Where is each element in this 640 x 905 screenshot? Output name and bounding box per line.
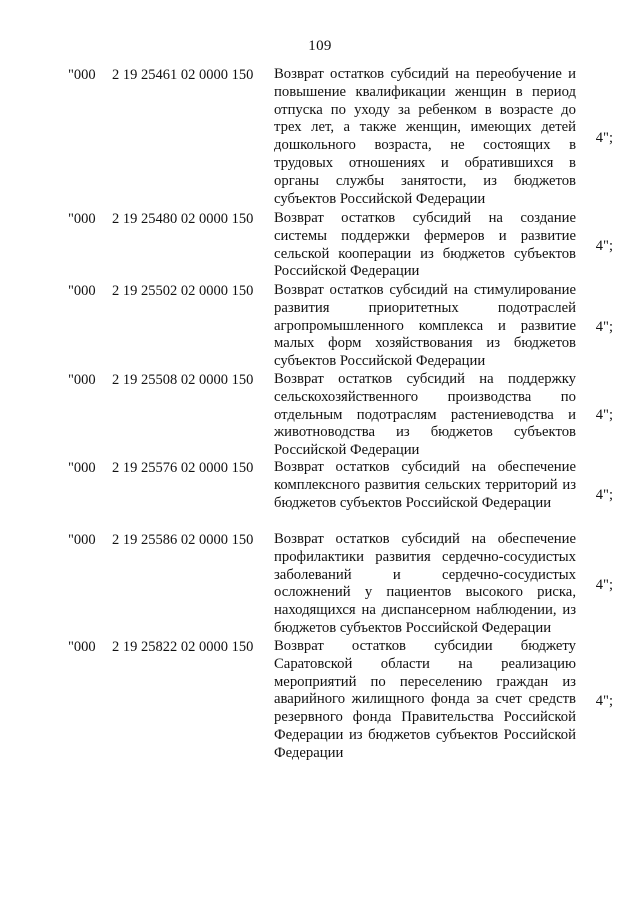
budget-classification-code: 2 19 25502 02 0000 150 — [112, 283, 254, 299]
budget-classification-code: 2 19 25576 02 0000 150 — [112, 460, 254, 476]
admin-code: "000 — [68, 283, 96, 299]
row-value: 4"; — [595, 130, 613, 146]
budget-classification-code: 2 19 25480 02 0000 150 — [112, 211, 254, 227]
table-row — [68, 371, 613, 459]
admin-code: "000 — [68, 211, 96, 227]
admin-code: "000 — [68, 532, 96, 548]
budget-classification-code: 2 19 25822 02 0000 150 — [112, 639, 254, 655]
row-description: Возврат остатков субсидий на создание системы поддержки фермеров и развитие сельской кооперации из бюджетов субъектов Российской Федерации — [274, 210, 576, 280]
table-row — [68, 210, 613, 282]
admin-code: "000 — [68, 372, 96, 388]
row-description: Возврат остатков субсидий на переобучение и повышение квалификации женщин в период отпуска по уходу за ребенком в возрасте до трех лет, а также женщин, имеющих детей дошкольного возраста, не состоящих в трудовых отношениях и обратившихся в органы службы занятости, из бюджетов субъектов Российской Федерации — [274, 66, 576, 207]
row-value: 4"; — [595, 318, 613, 335]
table-row — [68, 531, 613, 638]
table-row — [68, 459, 613, 531]
admin-code: "000 — [68, 67, 96, 83]
budget-classification-code: 2 19 25461 02 0000 150 — [112, 67, 254, 83]
row-description: Возврат остатков субсидий на обеспечение комплексного развития сельских территорий из бюджетов субъектов Российской Федерации — [274, 459, 576, 511]
row-value: 4"; — [595, 693, 613, 709]
admin-code: "000 — [68, 460, 96, 476]
budget-codes-table — [68, 66, 613, 764]
row-value: 4"; — [595, 487, 613, 503]
admin-code: "000 — [68, 639, 96, 655]
row-description: Возврат остатков субсидий на стимулирование развития приоритетных подотраслей агропромышленного комплекса и развитие малых форм хозяйствования из бюджетов субъектов Российской Федерации — [274, 282, 576, 370]
table-row — [68, 282, 613, 371]
budget-classification-code: 2 19 25508 02 0000 150 — [112, 372, 254, 388]
row-value: 4"; — [595, 407, 613, 423]
budget-classification-code: 2 19 25586 02 0000 150 — [112, 532, 254, 548]
row-value: 4"; — [595, 576, 613, 593]
table-row — [68, 66, 613, 210]
row-value: 4"; — [595, 238, 613, 254]
row-description: Возврат остатков субсидий на поддержку сельскохозяйственного производства по отдельным подотраслям растениеводства и животноводства из бюджетов субъектов Российской Федерации — [274, 371, 576, 459]
row-description: Возврат остатков субсидий на обеспечение профилактики развития сердечно-сосудистых заболеваний и сердечно-сосудистых осложнений у пациентов высокого риска, находящихся на диспансерном наблюдении, из бюджетов субъектов Российской Федерации — [274, 531, 576, 636]
page-number: 109 — [308, 38, 332, 54]
row-description: Возврат остатков субсидии бюджету Саратовской области на реализацию мероприятий по переселению граждан из аварийного жилищного фонда за счет средств резервного фонда Правительства Российской Федерации из бюджетов субъектов Российской Федерации — [274, 638, 576, 761]
table-row — [68, 638, 613, 764]
